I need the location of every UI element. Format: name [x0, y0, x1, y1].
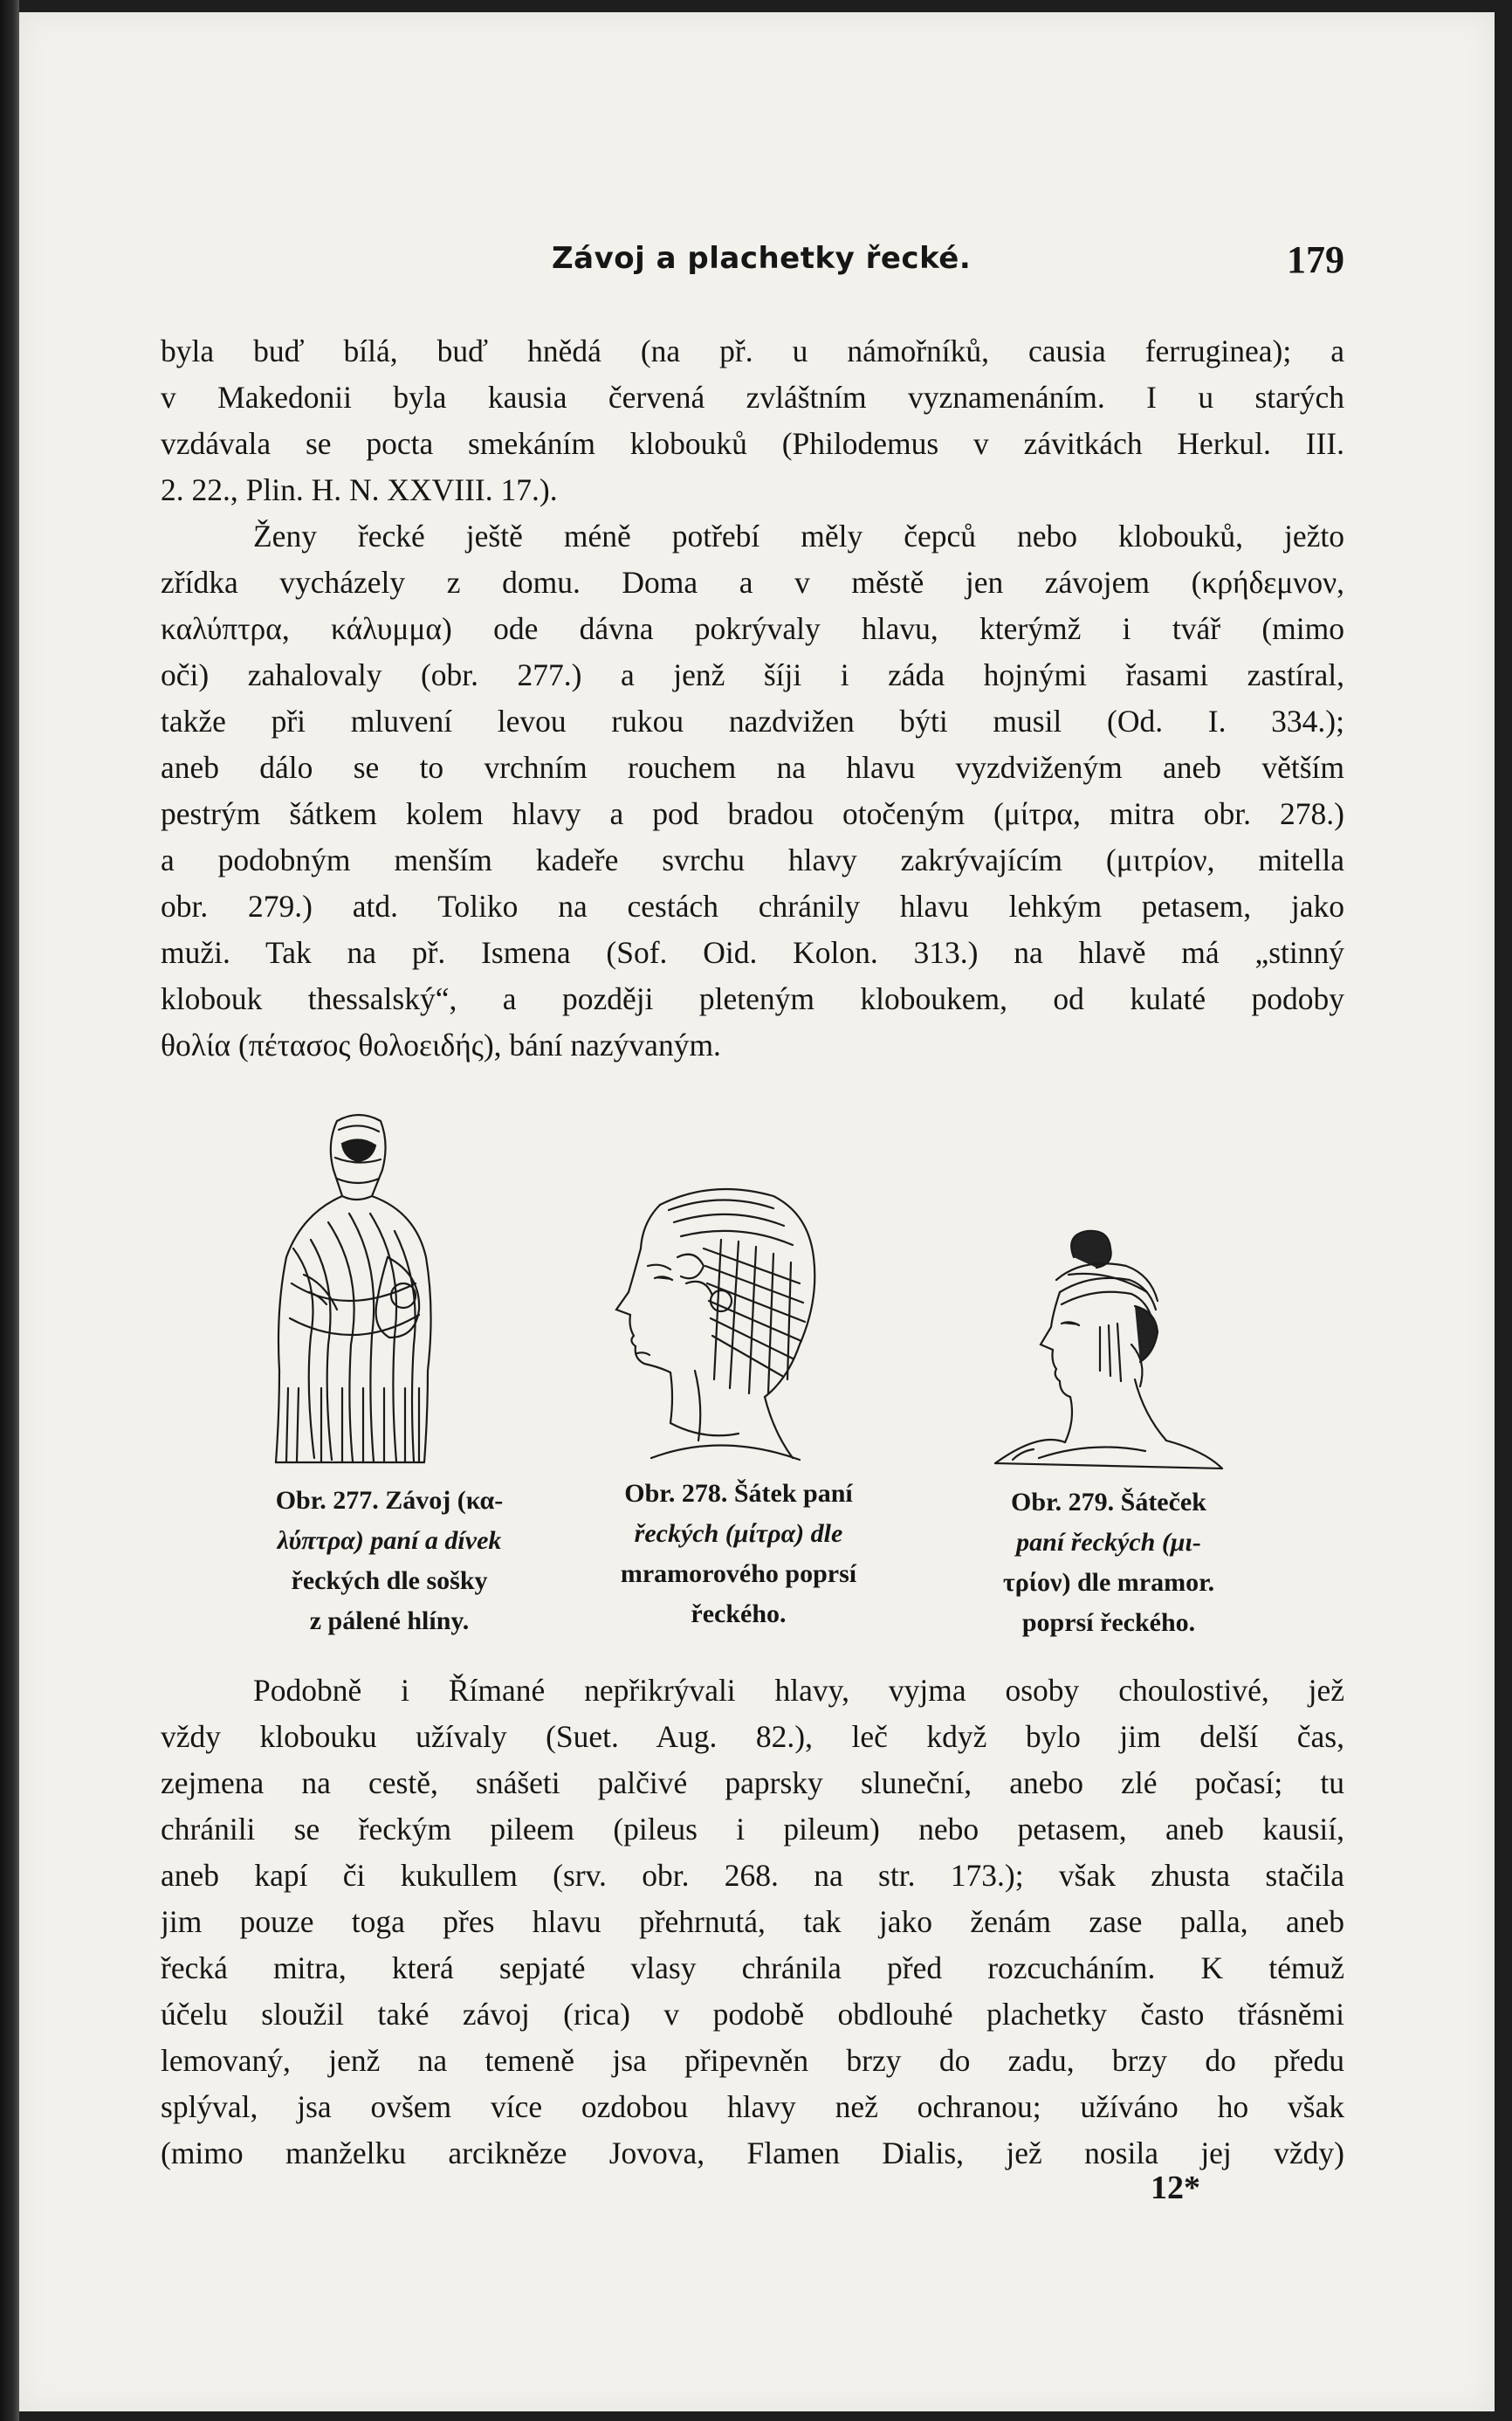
caption-line: řeckého. — [691, 1599, 787, 1628]
figure-279-caption — [960, 1482, 1257, 1643]
text-line: jim pouze toga přes hlavu přehrnutá, tak jako ženám zase palla, aneb — [161, 1904, 1344, 1939]
body-text-top — [161, 328, 1344, 1069]
text-line: obr. 279.) atd. Toliko na cestách chránily hlavu lehkým petasem, jako — [161, 889, 1344, 924]
text-line: lemovaný, jenž na temeně jsa připevněn brzy do zadu, brzy do předu — [161, 2043, 1344, 2078]
caption-line: řeckých dle sošky — [291, 1566, 488, 1595]
text-line: řecká mitra, která sepjaté vlasy chránila před rozcucháním. K témuž — [161, 1950, 1344, 1985]
caption-line: Obr. 279. Šáteček — [1011, 1488, 1206, 1517]
figure-row — [19, 1109, 1495, 1637]
text-line: (mimo manželku arcikněze Jovova, Flamen Dialis, jež nosila jej vždy) — [161, 2136, 1344, 2170]
text-line: splýval, jsa ovšem více ozdobou hlavy než ochranou; užíváno ho však — [161, 2089, 1344, 2124]
book-spine-shadow — [0, 0, 19, 2421]
caption-line: mramorového poprsí — [620, 1559, 857, 1588]
head-with-mitra-kerchief-illustration — [590, 1179, 887, 1475]
text-line: 2. 22., Plin. H. N. XXVIII. 17.). — [161, 472, 558, 507]
caption-line: z pálené hlíny. — [309, 1606, 470, 1635]
caption-line: paní řeckých (μι- — [1016, 1528, 1201, 1557]
text-line: účelu sloužil také závoj (rica) v podobě obdlouhé plachetky často třásněmi — [161, 1997, 1344, 2032]
text-line: καλύπτρα, κάλυμμα) ode dávna pokrývaly hlavu, kterýmž i tvář (mimo — [161, 611, 1344, 646]
caption-line: Obr. 277. Závoj (κα- — [275, 1486, 504, 1515]
text-line: aneb kapí či kukullem (srv. obr. 268. na str. 173.); však zhusta stačila — [161, 1858, 1344, 1893]
page-number: 179 — [1287, 238, 1344, 281]
text-line: aneb dálo se to vrchním rouchem na hlavu vyzdviženým aneb větším — [161, 750, 1344, 785]
text-line: pestrým šátkem kolem hlavy a pod bradou otočeným (μίτρα, mitra obr. 278.) — [161, 796, 1344, 831]
figure-277-caption — [241, 1481, 538, 1641]
caption-line: λύπτρα) paní a dívek — [277, 1526, 502, 1555]
text-line: byla buď bílá, buď hnědá (na př. u námořníků, causia ferruginea); a — [161, 334, 1344, 368]
text-line: θολία (πέτασος θολοειδής), bání nazývaným. — [161, 1028, 721, 1063]
text-line: klobouk thessalský“, a později pleteným kloboukem, od kulaté podoby — [161, 981, 1344, 1016]
figure-278-caption — [590, 1474, 887, 1634]
figure-277 — [241, 1109, 538, 1641]
signature-mark: 12* — [1151, 2170, 1200, 2206]
text-line: zejmena na cestě, snášeti palčivé paprsky sluneční, anebo zlé počasí; tu — [161, 1765, 1344, 1800]
figure-279 — [960, 1222, 1257, 1643]
text-line: Ženy řecké ještě méně potřebí měly čepců nebo klobouků, ježto — [253, 519, 1344, 554]
text-line: vždy klobouku užívaly (Suet. Aug. 82.), leč když bylo jim delší čas, — [161, 1719, 1344, 1754]
text-line: chránili se řeckým pileem (pileus i pileum) nebo petasem, aneb kausií, — [161, 1812, 1344, 1847]
text-line: vzdávala se pocta smekáním klobouků (Philodemus v závitkách Herkul. III. — [161, 426, 1344, 461]
text-line: oči) zahalovaly (obr. 277.) a jenž šíji i záda hojnými řasami zastíral, — [161, 657, 1344, 692]
figure-278 — [590, 1179, 887, 1634]
caption-line: Obr. 278. Šátek paní — [624, 1479, 853, 1508]
running-title: Závoj a plachetky řecké. — [552, 241, 972, 276]
book-page — [19, 12, 1495, 2411]
text-line: v Makedonii byla kausia červená zvláštním vyznamenáním. I u starých — [161, 380, 1344, 415]
text-line: Podobně i Římané nepřikrývali hlavy, vyjma osoby choulostivé, jež — [253, 1673, 1344, 1708]
caption-line: τρίον) dle mramor. — [1002, 1568, 1215, 1597]
body-text-bottom — [161, 1668, 1344, 2177]
bust-with-mitrion-illustration — [960, 1222, 1257, 1475]
text-line: muži. Tak na př. Ismena (Sof. Oid. Kolon. 313.) na hlavě má „stinný — [161, 935, 1344, 970]
caption-line: poprsí řeckého. — [1021, 1608, 1196, 1637]
veiled-woman-statuette-illustration — [241, 1109, 538, 1475]
caption-line: řeckých (μίτρα) dle — [634, 1519, 843, 1548]
text-line: a podobným menším kadeře svrchu hlavy zakrývajícím (μιτρίον, mitella — [161, 843, 1344, 877]
text-line: zřídka vycházely z domu. Doma a v městě jen závojem (κρήδεμνον, — [161, 565, 1344, 600]
page-header — [19, 238, 1495, 285]
text-line: takže při mluvení levou rukou nazdvižen býti musil (Od. I. 334.); — [161, 704, 1344, 739]
